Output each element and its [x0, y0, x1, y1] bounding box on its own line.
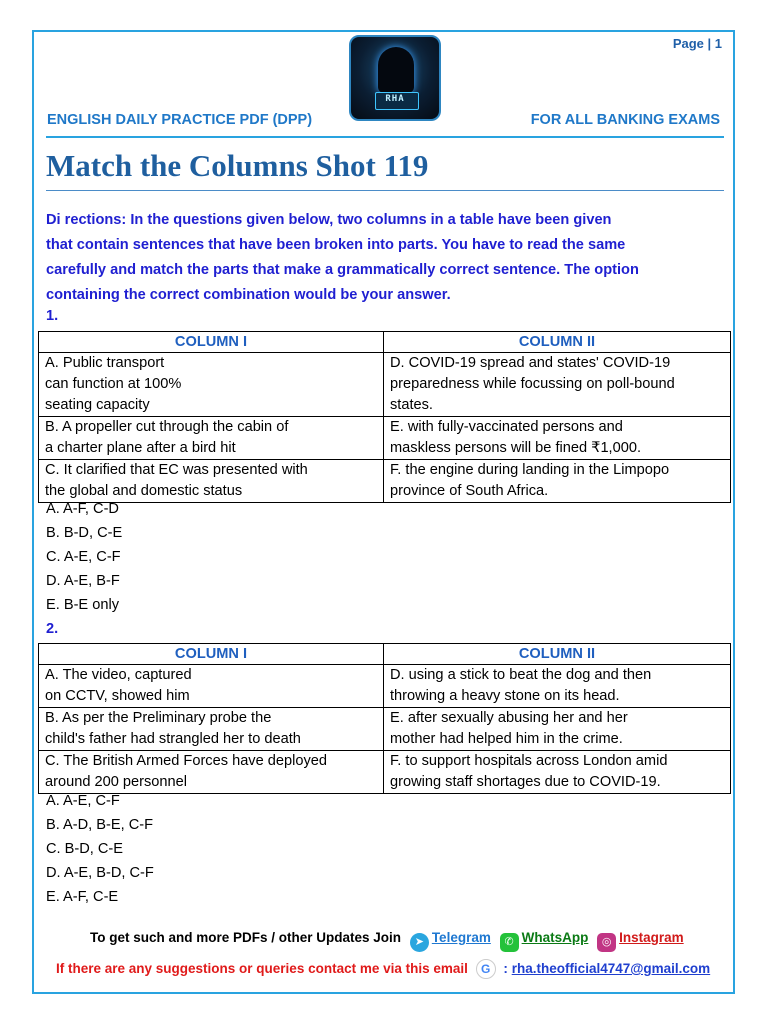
answer-option[interactable]: B. A-D, B-E, C-F: [46, 817, 154, 833]
cell-line: A. The video, captured: [45, 667, 192, 683]
directions-line: containing the correct combination would be your answer.: [46, 287, 451, 303]
directions: [46, 208, 726, 308]
directions-line: Di rections: In the questions given below, two columns in a table have been given: [46, 212, 612, 228]
answer-option[interactable]: C. A-E, C-F: [46, 549, 121, 565]
answer-option[interactable]: E. B-E only: [46, 597, 119, 613]
cell-line: can function at 100%: [45, 376, 182, 392]
hooded-figure-icon: [378, 47, 414, 93]
table-row: [39, 751, 731, 794]
column-header: COLUMN I: [39, 332, 384, 353]
cell-line: preparedness while focussing on poll-bound: [390, 376, 675, 392]
question-number: 2.: [46, 621, 59, 637]
cell-line: states.: [390, 397, 433, 413]
table-row: [39, 353, 731, 417]
column-header: COLUMN I: [39, 644, 384, 665]
table-cell: [39, 353, 384, 417]
match-table: [38, 331, 731, 503]
cell-line: B. As per the Preliminary probe the: [45, 710, 272, 726]
instagram-link[interactable]: Instagram: [619, 930, 684, 945]
cell-line: F. to support hospitals across London amid: [390, 753, 668, 769]
cell-line: F. the engine during landing in the Limpopo: [390, 462, 670, 478]
google-icon: G: [476, 959, 496, 979]
answer-option[interactable]: E. A-F, C-E: [46, 889, 119, 905]
page-number: Page | 1: [672, 36, 722, 51]
table-cell: [39, 751, 384, 794]
table-cell: [384, 417, 731, 460]
cell-line: child's father had strangled her to death: [45, 731, 301, 747]
colon-separator: :: [503, 961, 508, 976]
cell-line: C. It clarified that EC was presented with: [45, 462, 308, 478]
cell-line: on CCTV, showed him: [45, 688, 190, 704]
table-row: [39, 665, 731, 708]
join-text: To get such and more PDFs / other Updates Join: [90, 930, 402, 945]
cell-line: C. The British Armed Forces have deployed: [45, 753, 328, 769]
cell-line: maskless persons will be fined ₹1,000.: [390, 440, 642, 456]
table-cell: [384, 460, 731, 503]
answer-options: [46, 497, 122, 617]
whatsapp-link[interactable]: WhatsApp: [521, 930, 589, 945]
answer-options: [46, 789, 154, 909]
cell-line: throwing a heavy stone on its head.: [390, 688, 620, 704]
table-cell: [39, 665, 384, 708]
whatsapp-icon[interactable]: ✆: [500, 933, 519, 952]
table-cell: [39, 708, 384, 751]
directions-line: carefully and match the parts that make a grammatically correct sentence. The option: [46, 262, 639, 278]
email-link[interactable]: rha.theofficial4747@gmail.com: [511, 961, 711, 976]
footer-contact-line: [56, 959, 710, 979]
cell-line: A. Public transport: [45, 355, 165, 371]
answer-option[interactable]: C. B-D, C-E: [46, 841, 124, 857]
cell-line: E. after sexually abusing her and her: [390, 710, 628, 726]
answer-option[interactable]: D. A-E, B-F: [46, 573, 120, 589]
instagram-icon[interactable]: ◎: [597, 933, 616, 952]
title-divider: [46, 190, 724, 191]
answer-option[interactable]: D. A-E, B-D, C-F: [46, 865, 154, 881]
rha-logo: [349, 35, 441, 121]
header-right: FOR ALL BANKING EXAMS: [530, 112, 720, 128]
column-header: COLUMN II: [384, 644, 731, 665]
cell-line: D. COVID-19 spread and states' COVID-19: [390, 355, 671, 371]
answer-option[interactable]: A. A-F, C-D: [46, 501, 119, 517]
page-title: Match the Columns Shot 119: [46, 148, 429, 183]
cell-line: D. using a stick to beat the dog and then: [390, 667, 652, 683]
contact-text: If there are any suggestions or queries contact me via this email: [56, 961, 468, 976]
logo-text: RHA: [385, 94, 405, 104]
cell-line: mother had helped him in the crime.: [390, 731, 623, 747]
cell-line: the global and domestic status: [45, 483, 243, 499]
cell-line: E. with fully-vaccinated persons and: [390, 419, 623, 435]
directions-line: that contain sentences that have been broken into parts. You have to read the same: [46, 237, 626, 253]
header-left: ENGLISH DAILY PRACTICE PDF (DPP): [47, 112, 313, 128]
column-header: COLUMN II: [384, 332, 731, 353]
answer-option[interactable]: A. A-E, C-F: [46, 793, 120, 809]
table-cell: [384, 751, 731, 794]
answer-option[interactable]: B. B-D, C-E: [46, 525, 123, 541]
cell-line: seating capacity: [45, 397, 150, 413]
table-row: [39, 460, 731, 503]
cell-line: growing staff shortages due to COVID-19.: [390, 774, 661, 790]
table-cell: [384, 708, 731, 751]
table-cell: [384, 665, 731, 708]
table-row: [39, 708, 731, 751]
question-number: 1.: [46, 308, 59, 324]
cell-line: a charter plane after a bird hit: [45, 440, 236, 456]
telegram-icon[interactable]: ➤: [410, 933, 429, 952]
match-table: [38, 643, 731, 794]
table-cell: [384, 353, 731, 417]
telegram-link[interactable]: Telegram: [431, 930, 491, 945]
cell-line: province of South Africa.: [390, 483, 549, 499]
header-divider: [46, 136, 724, 138]
cell-line: B. A propeller cut through the cabin of: [45, 419, 289, 435]
cell-line: around 200 personnel: [45, 774, 187, 790]
table-row: [39, 417, 731, 460]
footer-join-line: [90, 930, 684, 952]
table-cell: [39, 417, 384, 460]
